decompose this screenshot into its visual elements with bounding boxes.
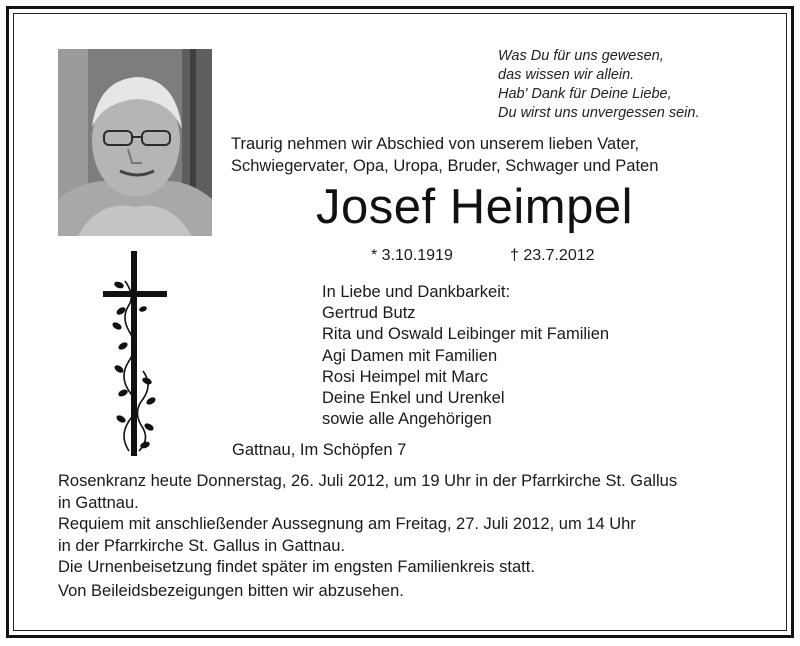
poem-line: das wissen wir allein. — [498, 67, 635, 83]
poem-line: Was Du für uns gewesen, — [498, 48, 664, 64]
service-note-line: in der Pfarrkirche St. Gallus in Gattnau. — [58, 536, 346, 555]
intro-text — [231, 133, 658, 177]
service-note-line: Die Urnenbeisetzung findet später im engsten Familienkreis statt. — [58, 558, 535, 576]
mourner-item: Rita und Oswald Leibinger mit Familien — [322, 325, 610, 344]
intro-line: Schwiegervater, Opa, Uropa, Bruder, Schwager und Paten — [231, 157, 659, 175]
mourner-item: Deine Enkel und Urenkel — [322, 389, 505, 408]
service-note-line: Rosenkranz heute Donnerstag, 26. Juli 2012, um 19 Uhr in der Pfarrkirche St. Gallus — [58, 472, 678, 490]
intro-line: Traurig nehmen wir Abschied von unserem lieben Vater, — [231, 135, 640, 153]
mourner-item: Agi Damen mit Familien — [322, 346, 498, 365]
cross-with-vine-icon — [99, 251, 174, 459]
poem-line: Du wirst uns unvergessen sein. — [498, 105, 700, 121]
mourner-item: Gertrud Butz — [322, 304, 416, 323]
service-note-line: in Gattnau. — [58, 493, 139, 512]
mourners-heading: In Liebe und Dankbarkeit: — [322, 283, 511, 301]
portrait-photo — [58, 49, 212, 236]
birth-date: * 3.10.1919 — [371, 247, 453, 264]
closing-note: Von Beileidsbezeigungen bitten wir abzusehen. — [58, 582, 404, 600]
death-date: † 23.7.2012 — [510, 247, 595, 264]
mourner-item: Rosi Heimpel mit Marc — [322, 367, 488, 386]
mourners-list — [322, 282, 609, 430]
deceased-name: Josef Heimpel — [316, 180, 633, 234]
mourner-item: sowie alle Angehörigen — [322, 410, 492, 429]
family-address: Gattnau, Im Schöpfen 7 — [232, 441, 407, 459]
service-note-line: Requiem mit anschließender Aussegnung am Freitag, 27. Juli 2012, um 14 Uhr — [58, 515, 636, 533]
service-notes — [58, 471, 748, 579]
poem — [498, 47, 700, 123]
poem-line: Hab' Dank für Deine Liebe, — [498, 86, 672, 102]
